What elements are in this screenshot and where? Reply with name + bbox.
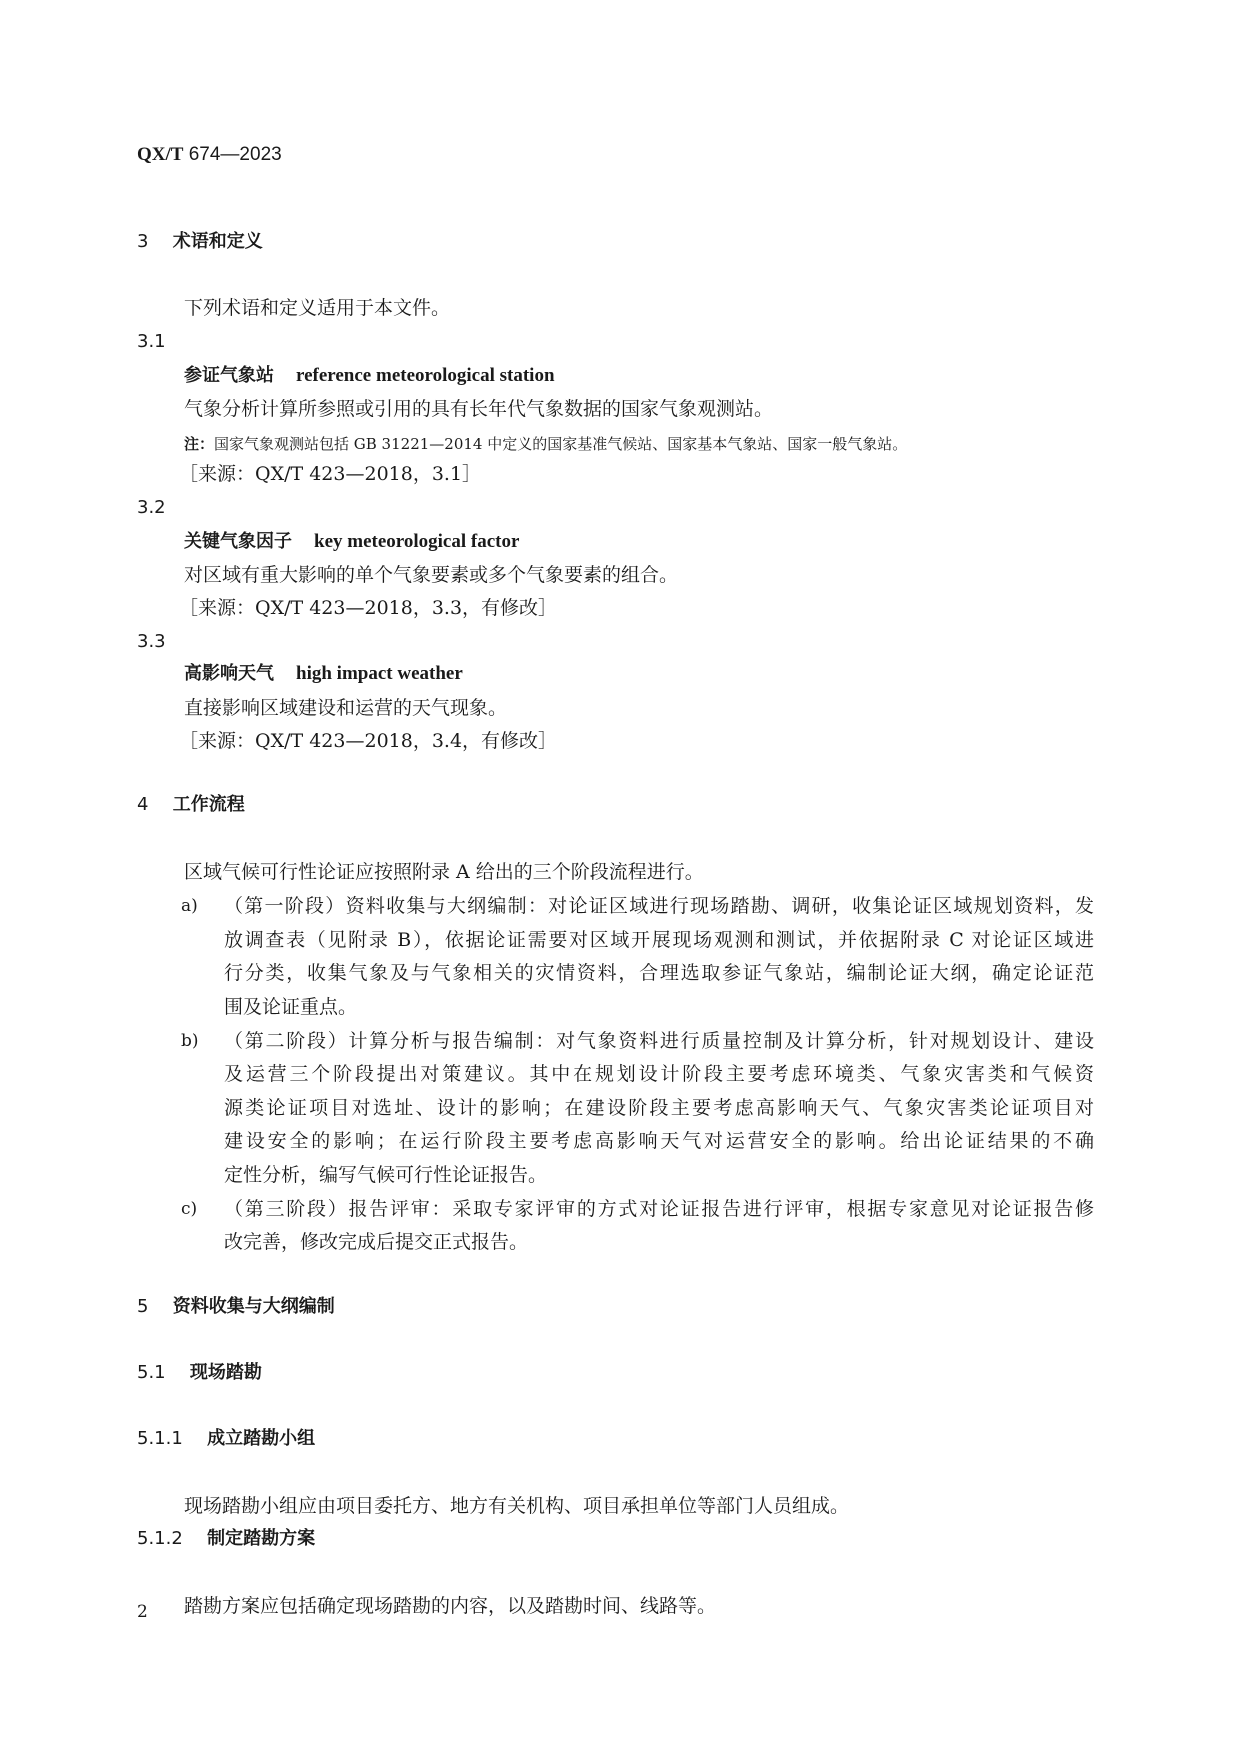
subsection-number: 5.1 <box>137 1362 166 1383</box>
section-4-heading <box>137 793 245 817</box>
list-item-line: （第一阶段）资料收集与大纲编制：对论证区域进行现场踏勘、调研，收集论证区域规划资料，发 <box>224 895 1094 917</box>
subsection-5-1-2-text: 踏勘方案应包括确定现场踏勘的内容，以及踏勘时间、线路等。 <box>184 1595 717 1617</box>
subsection-title: 制定踏勘方案 <box>207 1528 316 1549</box>
list-item-line: 围及论证重点。 <box>224 996 358 1018</box>
list-marker: b) <box>181 1031 199 1051</box>
list-marker: a) <box>181 896 198 916</box>
standard-code-number: 674—2023 <box>188 144 282 165</box>
standard-code-prefix: QX/T <box>137 144 184 165</box>
term-definition: 对区域有重大影响的单个气象要素或多个气象要素的组合。 <box>184 564 679 586</box>
standard-code <box>137 143 282 167</box>
term-zh: 高影响天气 <box>184 663 274 684</box>
section-4-intro: 区域气候可行性论证应按照附录 A 给出的三个阶段流程进行。 <box>184 861 704 883</box>
term-zh: 参证气象站 <box>184 365 274 386</box>
list-item-line: 放调查表（见附录 B），依据论证需要对区域开展现场观测和测试，并依据附录 C 对论证区域进 <box>224 929 1094 951</box>
term-number: 3.2 <box>137 497 166 518</box>
section-3-heading <box>137 230 263 254</box>
term-en: high impact weather <box>296 663 463 684</box>
list-item-line: 及运营三个阶段提出对策建议。其中在规划设计阶段主要考虑环境类、气象灾害类和气候资 <box>224 1063 1094 1085</box>
note-label: 注： <box>184 435 215 453</box>
note-text: 国家气象观测站包括 GB 31221—2014 中定义的国家基准气候站、国家基本气象站、国家一般气象站。 <box>214 435 908 453</box>
term-zh: 关键气象因子 <box>184 531 292 552</box>
term-heading <box>184 364 555 388</box>
term-definition: 直接影响区域建设和运营的天气现象。 <box>184 697 508 719</box>
subsection-title: 成立踏勘小组 <box>207 1428 316 1449</box>
subsection-5-1-2-heading <box>137 1527 315 1551</box>
term-source: ［来源：QX/T 423—2018，3.4，有修改］ <box>179 730 558 752</box>
list-item-line: 源类论证项目对选址、设计的影响；在建设阶段主要考虑高影响天气、气象灾害类论证项目对 <box>224 1097 1094 1119</box>
term-definition: 气象分析计算所参照或引用的具有长年代气象数据的国家气象观测站。 <box>184 398 774 420</box>
term-heading <box>184 662 463 686</box>
page-number: 2 <box>137 1602 148 1622</box>
term-source: ［来源：QX/T 423—2018，3.1］ <box>179 463 482 485</box>
term-heading <box>184 530 519 554</box>
subsection-number: 5.1.2 <box>137 1528 183 1549</box>
term-en: key meteorological factor <box>314 531 520 552</box>
subsection-number: 5.1.1 <box>137 1428 183 1449</box>
list-item-line: 定性分析，编写气候可行性论证报告。 <box>224 1164 548 1186</box>
term-number: 3.1 <box>137 331 166 352</box>
section-number: 4 <box>137 794 149 815</box>
subsection-5-1-1-heading <box>137 1427 315 1451</box>
section-title: 工作流程 <box>172 794 245 815</box>
section-number: 5 <box>137 1296 149 1317</box>
list-item-line: （第二阶段）计算分析与报告编制：对气象资料进行质量控制及计算分析，针对规划设计、建设 <box>224 1030 1094 1052</box>
section-3-intro: 下列术语和定义适用于本文件。 <box>184 297 451 319</box>
subsection-5-1-1-text: 现场踏勘小组应由项目委托方、地方有关机构、项目承担单位等部门人员组成。 <box>184 1495 850 1517</box>
section-5-heading <box>137 1295 335 1319</box>
list-item-line: 改完善，修改完成后提交正式报告。 <box>224 1231 529 1253</box>
list-marker: c) <box>181 1199 198 1219</box>
list-item-line: （第三阶段）报告评审：采取专家评审的方式对论证报告进行评审，根据专家意见对论证报告修 <box>224 1198 1094 1220</box>
list-item-line: 建设安全的影响；在运行阶段主要考虑高影响天气对运营安全的影响。给出论证结果的不确 <box>224 1130 1094 1152</box>
subsection-title: 现场踏勘 <box>189 1362 262 1383</box>
term-en: reference meteorological station <box>296 365 555 386</box>
section-title: 资料收集与大纲编制 <box>172 1296 335 1317</box>
section-number: 3 <box>137 231 149 252</box>
section-title: 术语和定义 <box>172 231 263 252</box>
term-source: ［来源：QX/T 423—2018，3.3，有修改］ <box>179 597 558 619</box>
list-item-line: 行分类，收集气象及与气象相关的灾情资料，合理选取参证气象站，编制论证大纲，确定论证范 <box>224 962 1094 984</box>
subsection-5-1-heading <box>137 1361 262 1385</box>
term-number: 3.3 <box>137 631 166 652</box>
term-note <box>184 432 907 456</box>
